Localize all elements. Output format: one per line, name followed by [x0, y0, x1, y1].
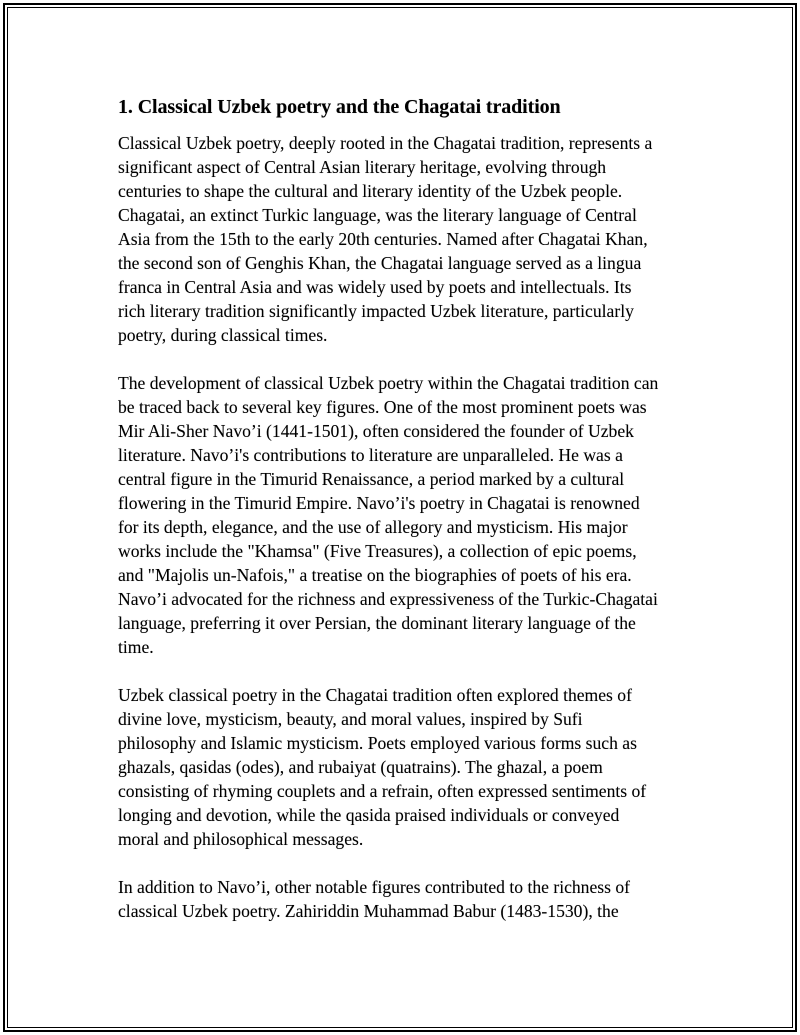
text-line: and "Majolis un-Nafois," a treatise on the biographies of poets of his era. [118, 565, 632, 585]
text-line: significant aspect of Central Asian literary heritage, evolving through [118, 157, 607, 177]
paragraph [118, 371, 698, 659]
document-body [118, 93, 698, 947]
text-line: central figure in the Timurid Renaissance, a period marked by a cultural [118, 469, 625, 489]
paragraph [118, 875, 698, 923]
section-title: 1. Classical Uzbek poetry and the Chagatai tradition [118, 96, 561, 118]
text-line: moral and philosophical messages. [118, 829, 364, 849]
text-line: Uzbek classical poetry in the Chagatai tradition often explored themes of [118, 685, 632, 705]
text-line: In addition to Navo’i, other notable figures contributed to the richness of [118, 877, 631, 897]
text-line: poetry, during classical times. [118, 325, 328, 345]
text-line: works include the "Khamsa" (Five Treasures), a collection of epic poems, [118, 541, 637, 561]
text-line: the second son of Genghis Khan, the Chagatai language served as a lingua [118, 253, 642, 273]
text-line: be traced back to several key figures. One of the most prominent poets was [118, 397, 647, 417]
text-line: for its depth, elegance, and the use of allegory and mysticism. His major [118, 517, 628, 537]
text-line: language, preferring it over Persian, the dominant literary language of the [118, 613, 636, 633]
paragraph-list [118, 131, 698, 923]
text-line: ghazals, qasidas (odes), and rubaiyat (quatrains). The ghazal, a poem [118, 757, 603, 777]
text-line: centuries to shape the cultural and literary identity of the Uzbek people. [118, 181, 623, 201]
text-line: Asia from the 15th to the early 20th centuries. Named after Chagatai Khan, [118, 229, 648, 249]
text-line: philosophy and Islamic mysticism. Poets employed various forms such as [118, 733, 637, 753]
paragraph [118, 683, 698, 851]
text-line: Navo’i advocated for the richness and expressiveness of the Turkic-Chagatai [118, 589, 658, 609]
text-line: time. [118, 637, 154, 657]
text-line: classical Uzbek poetry. Zahiriddin Muhammad Babur (1483-1530), the [118, 901, 619, 921]
text-line: literature. Navo’i's contributions to literature are unparalleled. He was a [118, 445, 623, 465]
text-line: rich literary tradition significantly impacted Uzbek literature, particularly [118, 301, 634, 321]
text-line: franca in Central Asia and was widely used by poets and intellectuals. Its [118, 277, 632, 297]
paragraph [118, 131, 698, 347]
text-line: Mir Ali-Sher Navo’i (1441-1501), often considered the founder of Uzbek [118, 421, 634, 441]
text-line: consisting of rhyming couplets and a refrain, often expressed sentiments of [118, 781, 647, 801]
text-line: The development of classical Uzbek poetry within the Chagatai tradition can [118, 373, 659, 393]
text-line: flowering in the Timurid Empire. Navo’i's poetry in Chagatai is renowned [118, 493, 640, 513]
text-line: divine love, mysticism, beauty, and moral values, inspired by Sufi [118, 709, 583, 729]
text-line: Chagatai, an extinct Turkic language, was the literary language of Central [118, 205, 637, 225]
text-line: longing and devotion, while the qasida praised individuals or conveyed [118, 805, 620, 825]
text-line: Classical Uzbek poetry, deeply rooted in the Chagatai tradition, represents a [118, 133, 653, 153]
